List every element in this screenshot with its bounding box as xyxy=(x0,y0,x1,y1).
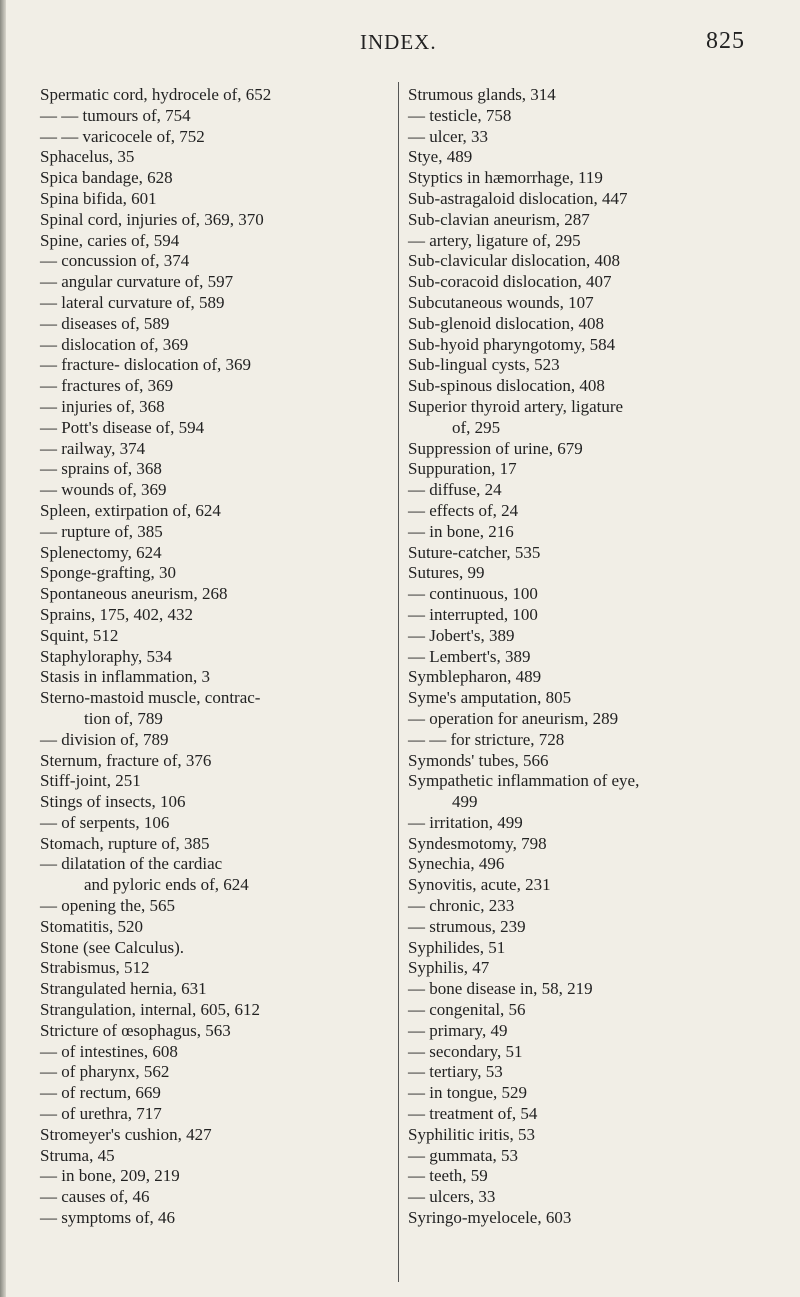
index-entry: Stye, 489 xyxy=(408,147,473,167)
index-entry: — Pott's disease of, 594 xyxy=(40,417,205,437)
index-entry: Stings of insects, 106 xyxy=(40,792,186,812)
index-entry: Sutures, 99 xyxy=(408,563,485,583)
index-entry: Syphilitic iritis, 53 xyxy=(408,1124,536,1144)
index-entry: — interrupted, 100 xyxy=(408,604,538,624)
index-entry: Sub-astragaloid dislocation, 447 xyxy=(408,188,628,208)
index-entry: — dislocation of, 369 xyxy=(40,334,189,354)
index-entry: Spine, caries of, 594 xyxy=(40,230,180,250)
index-entry: — of pharynx, 562 xyxy=(40,1062,170,1082)
index-entry: Styptics in hæmorrhage, 119 xyxy=(408,168,603,188)
index-entry: — diffuse, 24 xyxy=(408,480,502,500)
index-entry: — dilatation of the cardiac xyxy=(40,854,223,874)
index-entry: tion of, 789 xyxy=(84,708,163,728)
index-entry: — ulcers, 33 xyxy=(408,1187,496,1207)
index-entry: — causes of, 46 xyxy=(40,1187,150,1207)
index-entry: Syndesmotomy, 798 xyxy=(408,833,547,853)
index-entry: — diseases of, 589 xyxy=(40,313,170,333)
index-entry: Squint, 512 xyxy=(40,625,119,645)
index-entry: — of intestines, 608 xyxy=(40,1041,178,1061)
index-entry: Stasis in inflammation, 3 xyxy=(40,667,210,687)
index-entry: Stiff-joint, 251 xyxy=(40,771,141,791)
index-entry: Sympathetic inflammation of eye, xyxy=(408,771,640,791)
running-title: INDEX. xyxy=(360,30,437,54)
index-entry: — fracture- dislocation of, 369 xyxy=(40,355,252,375)
index-entry: Sub-coracoid dislocation, 407 xyxy=(408,272,612,292)
index-entry: Sphacelus, 35 xyxy=(40,147,135,167)
index-entry: — secondary, 51 xyxy=(408,1041,523,1061)
index-entry: — in bone, 209, 219 xyxy=(40,1166,180,1186)
index-entry: — primary, 49 xyxy=(408,1020,508,1040)
index-entry: — teeth, 59 xyxy=(408,1166,488,1186)
page-binding-edge xyxy=(0,0,6,1297)
index-entry: — in bone, 216 xyxy=(408,521,514,541)
index-entry: and pyloric ends of, 624 xyxy=(84,875,249,895)
index-entry: Syphilides, 51 xyxy=(408,937,506,957)
index-entry: — wounds of, 369 xyxy=(40,480,167,500)
index-entry: Sprains, 175, 402, 432 xyxy=(40,604,193,624)
index-entry: Synovitis, acute, 231 xyxy=(408,875,551,895)
index-entry: — ulcer, 33 xyxy=(408,126,489,146)
index-entry: — operation for aneurism, 289 xyxy=(408,708,619,728)
index-entry: Stricture of œsophagus, 563 xyxy=(40,1020,231,1040)
index-entry: Sponge-grafting, 30 xyxy=(40,563,176,583)
index-entry: Syringo-myelocele, 603 xyxy=(408,1208,572,1228)
page-header xyxy=(0,24,800,64)
index-entry: — division of, 789 xyxy=(40,729,169,749)
index-entry: — concussion of, 374 xyxy=(40,251,190,271)
index-entry: Sub-spinous dislocation, 408 xyxy=(408,376,605,396)
index-entry: — chronic, 233 xyxy=(408,896,515,916)
index-entry: Sub-clavian aneurism, 287 xyxy=(408,209,590,229)
index-entry: Sub-hyoid pharyngotomy, 584 xyxy=(408,334,616,354)
index-entry: — symptoms of, 46 xyxy=(40,1208,176,1228)
index-entry: — in tongue, 529 xyxy=(408,1083,527,1103)
index-entry: Syme's amputation, 805 xyxy=(408,688,572,708)
index-entry: — — tumours of, 754 xyxy=(40,105,191,125)
index-entry: Strangulation, internal, 605, 612 xyxy=(40,1000,261,1020)
index-entry: Sub-lingual cysts, 523 xyxy=(408,355,560,375)
index-entry: Subcutaneous wounds, 107 xyxy=(408,292,594,312)
index-entry: — of urethra, 717 xyxy=(40,1104,162,1124)
index-entry: Stromeyer's cushion, 427 xyxy=(40,1124,212,1144)
index-entry: Synechia, 496 xyxy=(408,854,505,874)
index-column-right xyxy=(408,85,788,1229)
index-entry: Spermatic cord, hydrocele of, 652 xyxy=(40,85,272,104)
index-entry: — — for stricture, 728 xyxy=(408,729,565,749)
index-entry: Strabismus, 512 xyxy=(40,958,150,978)
index-entry: Superior thyroid artery, ligature xyxy=(408,396,624,416)
index-entry: Spina bifida, 601 xyxy=(40,188,157,208)
index-entry: — effects of, 24 xyxy=(408,500,519,520)
index-entry: Sub-clavicular dislocation, 408 xyxy=(408,251,620,271)
index-entry: — bone disease in, 58, 219 xyxy=(408,979,593,999)
index-entry: Sterno-mastoid muscle, contrac- xyxy=(40,688,261,708)
index-entry: Splenectomy, 624 xyxy=(40,542,162,562)
index-entry: — Jobert's, 389 xyxy=(408,625,515,645)
index-entry: — artery, ligature of, 295 xyxy=(408,230,581,250)
index-entry: — gummata, 53 xyxy=(408,1145,519,1165)
index-entry: Staphyloraphy, 534 xyxy=(40,646,173,666)
index-entry: Spontaneous aneurism, 268 xyxy=(40,584,228,604)
index-entry: — rupture of, 385 xyxy=(40,521,163,541)
index-entry: — fractures of, 369 xyxy=(40,376,174,396)
index-entry: Stomatitis, 520 xyxy=(40,916,143,936)
index-entry: — angular curvature of, 597 xyxy=(40,272,234,292)
index-entry: Suppuration, 17 xyxy=(408,459,517,479)
index-entry: Symblepharon, 489 xyxy=(408,667,542,687)
index-entry: Strumous glands, 314 xyxy=(408,85,556,104)
index-entry: — testicle, 758 xyxy=(408,105,512,125)
index-entry: — of rectum, 669 xyxy=(40,1083,161,1103)
index-entry: — injuries of, 368 xyxy=(40,396,165,416)
index-entry: — Lembert's, 389 xyxy=(408,646,531,666)
index-entry: — congenital, 56 xyxy=(408,1000,526,1020)
index-entry: Stone (see Calculus). xyxy=(40,937,184,957)
index-entry: Symonds' tubes, 566 xyxy=(408,750,549,770)
index-entry: Struma, 45 xyxy=(40,1145,115,1165)
index-entry: Stomach, rupture of, 385 xyxy=(40,833,210,853)
index-entry: of, 295 xyxy=(452,417,501,437)
index-entry: 499 xyxy=(452,792,478,812)
page-number: 825 xyxy=(706,28,745,54)
index-entry: Sternum, fracture of, 376 xyxy=(40,750,212,770)
index-entry: — of serpents, 106 xyxy=(40,812,170,832)
index-entry: — tertiary, 53 xyxy=(408,1062,503,1082)
index-entry: — treatment of, 54 xyxy=(408,1104,538,1124)
index-entry: Syphilis, 47 xyxy=(408,958,490,978)
index-entry: — strumous, 239 xyxy=(408,916,526,936)
index-entry: Sub-glenoid dislocation, 408 xyxy=(408,313,604,333)
index-entry: Spleen, extirpation of, 624 xyxy=(40,500,221,520)
index-column-left xyxy=(40,85,420,1229)
index-entry: — opening the, 565 xyxy=(40,896,176,916)
column-divider xyxy=(398,82,399,1282)
index-entry: — sprains of, 368 xyxy=(40,459,162,479)
index-entry: — lateral curvature of, 589 xyxy=(40,292,225,312)
index-entry: Strangulated hernia, 631 xyxy=(40,979,207,999)
index-entry: Suture-catcher, 535 xyxy=(408,542,541,562)
index-entry: — — varicocele of, 752 xyxy=(40,126,205,146)
index-entry: Suppression of urine, 679 xyxy=(408,438,583,458)
index-entry: — continuous, 100 xyxy=(408,584,538,604)
index-entry: Spinal cord, injuries of, 369, 370 xyxy=(40,209,264,229)
index-entry: Spica bandage, 628 xyxy=(40,168,173,188)
index-entry: — railway, 374 xyxy=(40,438,146,458)
index-entry: — irritation, 499 xyxy=(408,812,523,832)
